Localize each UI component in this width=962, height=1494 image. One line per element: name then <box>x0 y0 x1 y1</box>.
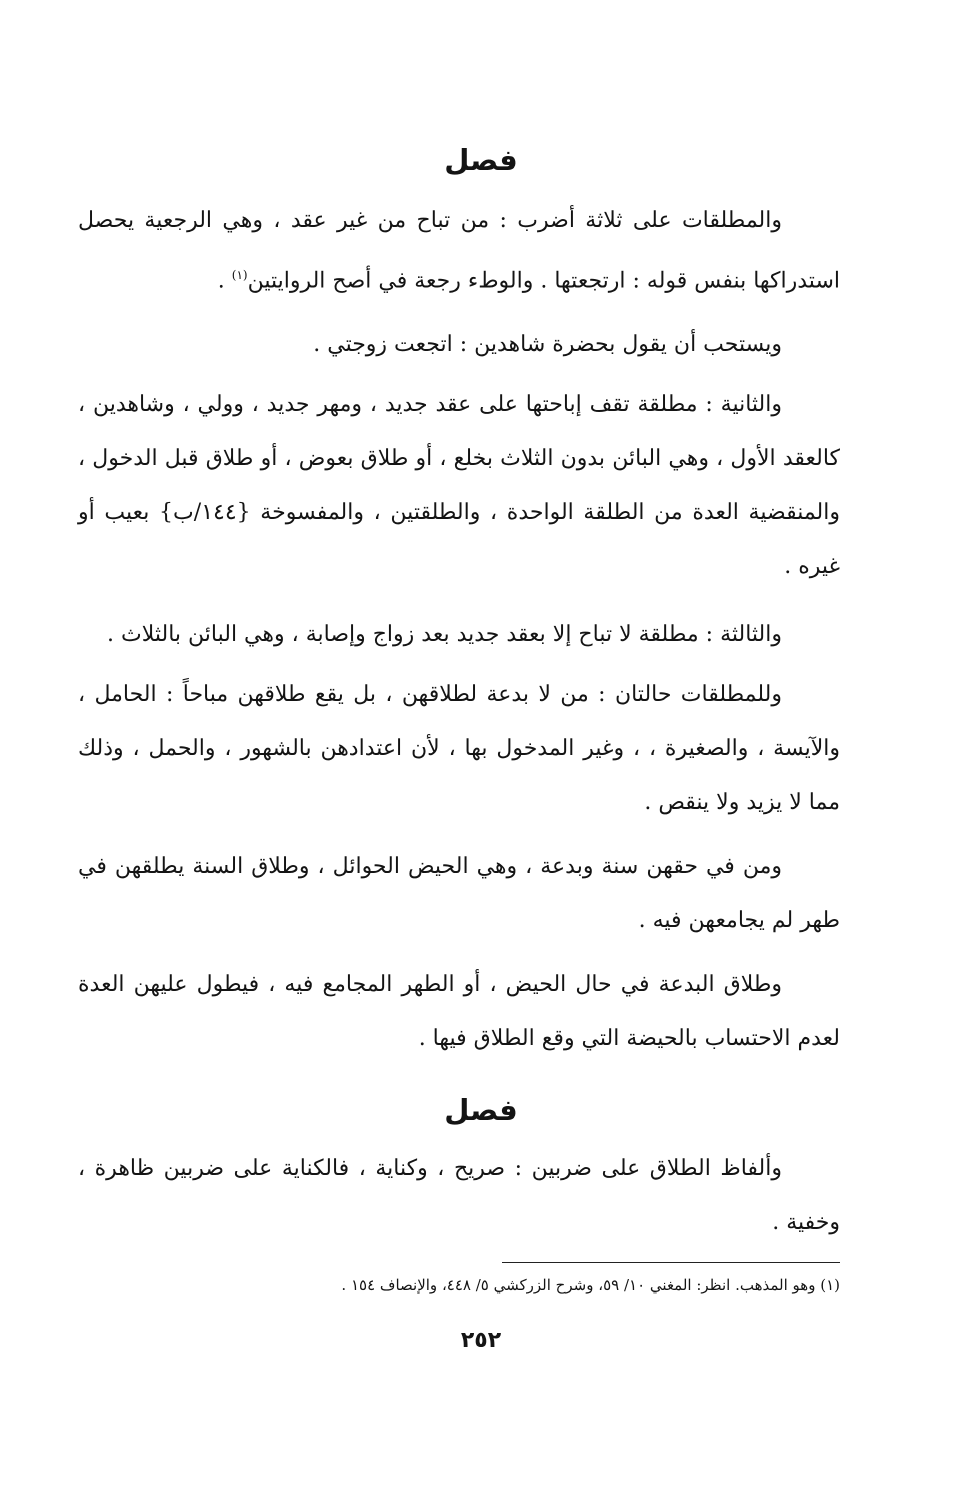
paragraph-7: وطلاق البدعة في حال الحيض ، أو الطهر المجامع فيه ، فيطول عليهن العدة لعدم الاحتساب بالحيضة التي وقع الطلاق فيها . <box>78 972 840 1051</box>
paragraph-8: وألفاظ الطلاق على ضربين : صريح ، وكناية ، فالكناية على ضربين ظاهرة ، وخفية . <box>78 1156 840 1235</box>
page-number: ٢٥٢ <box>460 1328 502 1353</box>
paragraph-3: والثانية : مطلقة تقف إباحتها على عقد جديد ، ومهر جديد ، وولي ، وشاهدين ، كالعقد الأول ، وهي البائن بدون الثلاث بخلع ، أو طلاق بعوض ، أو طلاق قبل الدخول ، والمنقضية العدة من الطلقة الواحدة ، والطلقتين ، والمفسوخة {١٤٤/ب} بعيب أو غيره . <box>78 392 840 579</box>
paragraph-1 <box>78 194 840 308</box>
paragraph-1-text: والمطلقات على ثلاثة أضرب : من تباح من غير عقد ، وهي الرجعية يحصل استدراكها بنفس قوله : ارتجعتها . والوطء رجعة في أصح الروايتين <box>78 208 840 294</box>
paragraph-5: وللمطلقات حالتان : من لا بدعة لطلاقهن ، بل يقع طلاقهن مباحاً : الحامل ، والآيسة ، والصغيرة ، ، وغير المدخول بها ، لأن اعتدادهن بالشهور ، والحمل ، وذلك مما لا يزيد ولا ينقص . <box>78 682 840 815</box>
paragraph-2: ويستحب أن يقول بحضرة شاهدين : اتجعت زوجتي . <box>313 332 782 357</box>
footnote-marker: (١) <box>231 268 248 282</box>
paragraph-6: ومن في حقهن سنة وبدعة ، وهي الحيض الحوائل ، وطلاق السنة يطلقهن في طهر لم يجامعهن فيه . <box>78 854 840 933</box>
paragraph-4: والثالثة : مطلقة لا تباح إلا بعقد جديد بعد زواج وإصابة ، وهي البائن بالثلاث . <box>107 622 782 647</box>
section-heading-2: فصل <box>444 1093 518 1127</box>
footnote: (١) وهو المذهب. انظر: المغني ١٠/ ٥٩، وشرح الزركشي ٥/ ٤٤٨، والإنصاف ١٥٤ . <box>341 1276 840 1294</box>
section-heading-1: فصل <box>444 143 518 177</box>
footnote-separator <box>502 1262 840 1263</box>
paragraph-1-tail: . <box>217 268 232 294</box>
